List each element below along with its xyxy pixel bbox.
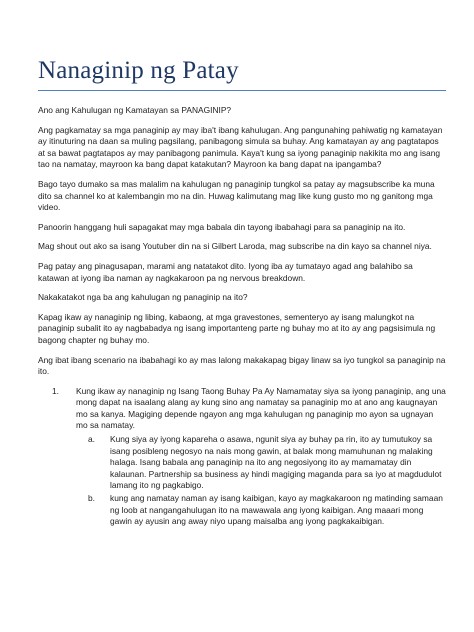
title-divider [38,90,446,91]
watch-paragraph: Panoorin hanggang huli sapagakat may mga babala din tayong ibabahagi para sa panaginip na ito. [38,221,406,232]
sub-list-item [88,493,446,528]
sub-list [76,434,446,528]
intro-paragraph: Ang pagkamatay sa mga panaginip ay may iba't ibang kahulugan. Ang pangunahing pahiwatig ng kamatayan ay itinuturing na daan sa muling pagsilang, panibagong simula sa buhay. Ang kamatayan ay ang pagtatapos at sa bawat pagtatapos ay may panibagong panimula. Kaya't kung sa iyong panaginip nakikita mo ang isang tao na namatay, mayroon ka bang dapat katakutan? Mayroon ka bang dapat na ipangamba? [38,124,443,170]
sub-list-item-text: Kung siya ay iyong kapareha o asawa, ngunit siya ay buhay pa rin, ito ay tumutukoy sa isang posibleng negosyo na nais mong gawin, at balak mong mamuhunan ng malaking halaga. Isang babala ang panaginip na ito ang negosiyong ito ay mamamatay din kalaunan. Partnership sa business ay hindi magiging maganda para sa iyo at magdudulot lamang ito ng pagkabigo. [110,434,442,491]
shoutout-paragraph: Mag shout out ako sa isang Youtuber din na si Gilbert Laroda, mag subscribe na din kayo sa channel niya. [38,241,432,252]
sub-list-letter: a. [88,434,95,445]
sub-list-item [88,434,446,492]
sub-list-item-text: kung ang namatay naman ay isang kaibigan, kayo ay magkakaroon ng matinding samaan ng loob at nangangahulugan ito na mawawala ang iyong kaibigan. Ang maaari mong gawin ay ayusin ang away niyo upang maisalba ang iyong pagkakaibigan. [110,493,443,527]
fear-paragraph: Pag patay ang pinagusapan, marami ang natatakot dito. Iyong iba ay tumatayo agad ang balahibo sa katawan at iyong iba naman ay nagkakaroon pa ng nervous breakdown. [38,260,413,283]
scary-question: Nakakatakot nga ba ang kahulugan ng panaginip na ito? [38,292,248,303]
document-title: Nanaginip ng Patay [38,57,239,84]
list-item-text: Kung ikaw ay nanaginip ng Isang Taong Buhay Pa Ay Namamatay siya sa iyong panaginip, ang una mong dapat na isaalang alang ay kung sino ang namatay sa panaginip mo at ano ang kaugnayan mo sa kanya. Magiging depende ngayon ang mga kahulugan ng panaginip mo ayon sa ugnayan mo sa namatay. [76,385,446,431]
list-item [52,386,446,528]
question-heading: Ano ang Kahulugan ng Kamatayan sa PANAGINIP? [38,105,232,115]
subscribe-paragraph: Bago tayo dumako sa mas malalim na kahulugan ng panaginip tungkol sa patay ay magsubscribe ka muna dito sa channel ko at kalembangin mo na din. Huwag kalimutang mag like kung gusto mo ng ganitong mga video. [38,178,435,213]
sub-list-letter: b. [88,493,95,504]
funeral-paragraph: Kapag ikaw ay nanaginip ng libing, kabaong, at mga gravestones, sementeryo ay isang malungkot na panaginip subalit ito ay nagbabadya ng isang importanteng parte ng buhay mo at ito ay ang pagsisimula ng bagong chapter ng buhay mo. [38,311,436,345]
scenario-intro-paragraph: Ang ibat ibang scenario na ibabahagi ko ay mas lalong makakapag bigay linaw sa iyo tungkol sa panaginip na ito. [38,354,446,377]
scenario-list [38,386,446,528]
list-number: 1. [52,385,59,396]
